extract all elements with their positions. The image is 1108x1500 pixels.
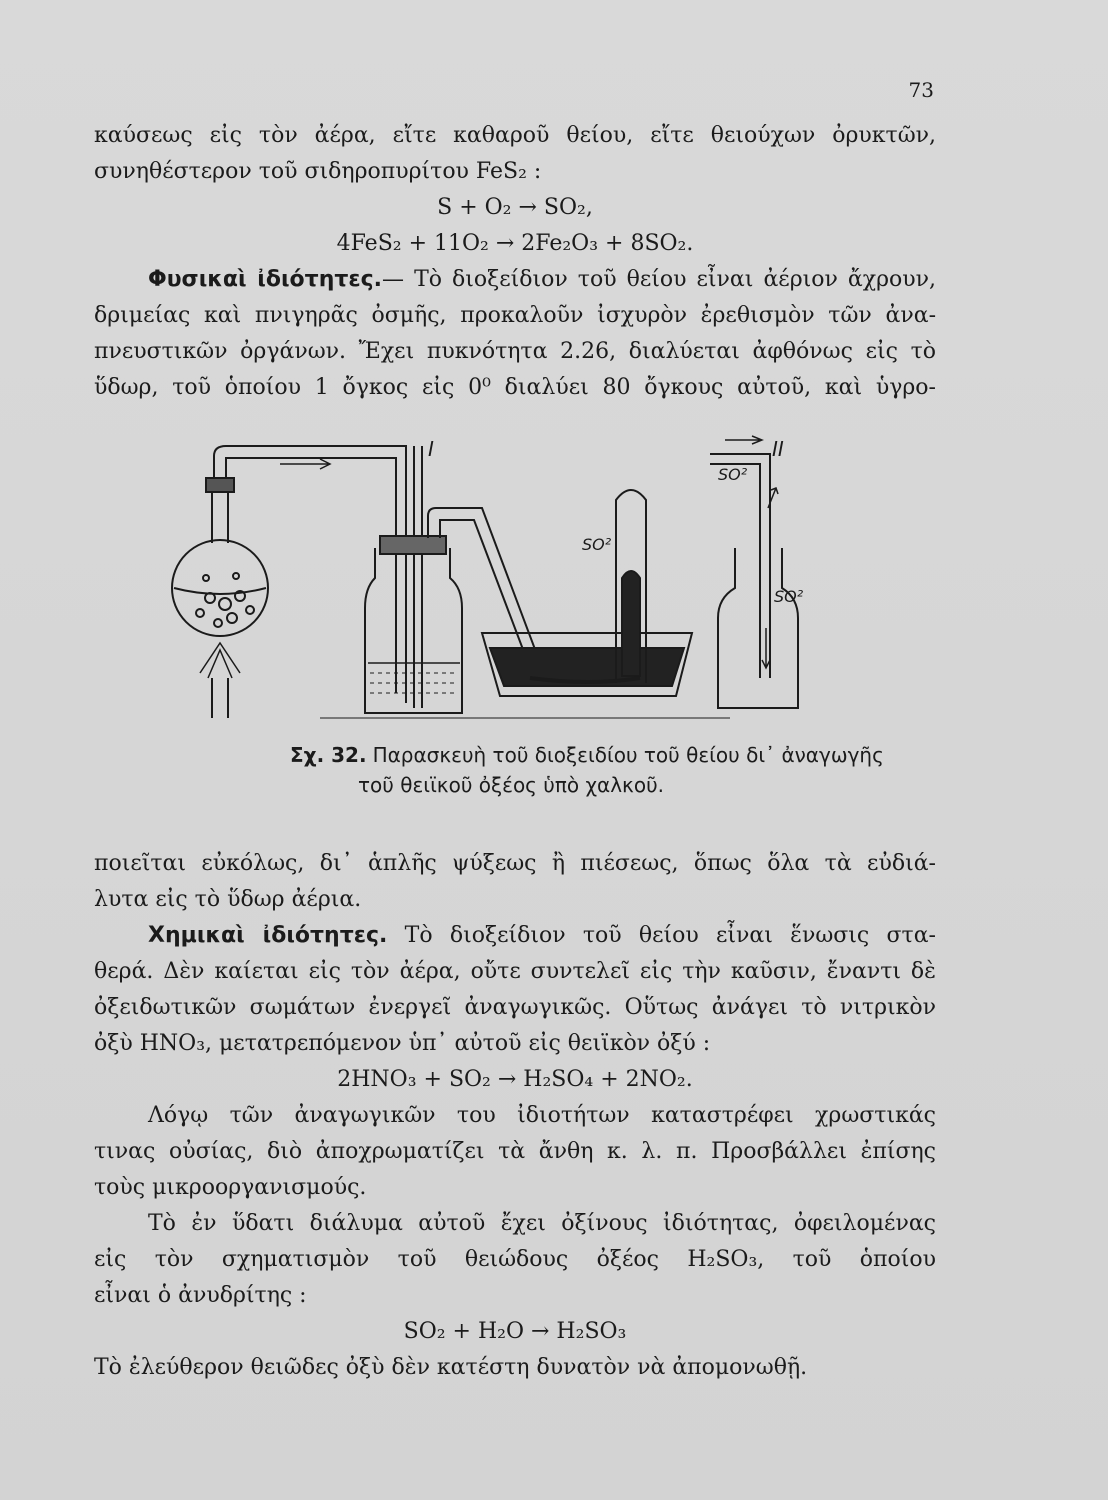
text-line: Τὸ ἐν ὕδατι διάλυμα αὐτοῦ ἔχει ὀξίνους ἰδιότητας, ὀφειλομένας xyxy=(148,1211,936,1236)
chemical-properties-heading: Χημικαὶ ἰδιότητες. xyxy=(148,923,388,948)
equation-sulfur-combustion: S + O₂ → SO₂, xyxy=(437,195,593,220)
collecting-bottle xyxy=(718,548,798,708)
physical-properties-line xyxy=(94,262,936,298)
text-line: ὀξὺ HNO₃, μετατρεπόμενον ὑπ᾽ αὐτοῦ εἰς θειϊκὸν ὀξύ : xyxy=(94,1031,711,1056)
text-line: Τὸ ἐλεύθερον θειῶδες ὀξὺ δὲν κατέστη δυνατὸν νὰ ἀπομονωθῇ. xyxy=(94,1355,808,1380)
apparatus-figure xyxy=(170,428,960,728)
caption-line-2: τοῦ θειϊκοῦ ὀξέος ὑπὸ χαλκοῦ. xyxy=(358,773,665,797)
text-line: θερά. Δὲν καίεται εἰς τὸν ἀέρα, οὔτε συντελεῖ εἰς τὴν καῦσιν, ἔναντι δὲ xyxy=(94,959,936,984)
apparatus-drawing xyxy=(170,428,960,728)
caption-label: Σχ. 32. xyxy=(290,743,367,767)
page-number: 73 xyxy=(908,78,934,102)
text-line: δριμείας καὶ πνιγηρᾶς ὀσμῆς, προκαλοῦν ἰσχυρὸν ἐρεθισμὸν τῶν ἀνα- xyxy=(94,303,936,328)
text-line: τινας οὐσίας, διὸ ἀποχρωματίζει τὰ ἄνθη κ. λ. π. Προσβάλλει ἐπίσης xyxy=(94,1139,936,1164)
equation-pyrite-roasting: 4FeS₂ + 11O₂ → 2Fe₂O₃ + 8SO₂. xyxy=(336,231,694,256)
tube-2-label: II xyxy=(772,437,784,461)
bottom-text-block xyxy=(94,846,936,1386)
gas-label-middle: SO² xyxy=(582,535,612,554)
text-line: πνευστικῶν ὀργάνων. Ἔχει πυκνότητα 2.26, διαλύεται ἀφθόνως εἰς τὸ xyxy=(94,339,936,364)
text-line: ὀξειδωτικῶν σωμάτων ἐνεργεῖ ἀναγωγικῶς. Οὕτως ἀνάγει τὸ νιτρικὸν xyxy=(94,995,936,1020)
figure-caption xyxy=(290,740,884,800)
round-flask xyxy=(172,540,268,636)
gas-label-right: SO² xyxy=(774,587,804,606)
equation-nitric-reduction: 2HNO₃ + SO₂ → H₂SO₄ + 2NO₂. xyxy=(337,1067,693,1092)
text-line: καύσεως εἰς τὸν ἀέρα, εἴτε καθαροῦ θείου, εἴτε θειούχων ὀρυκτῶν, xyxy=(94,123,936,148)
text-line: Λόγῳ τῶν ἀναγωγικῶν του ἰδιοτήτων καταστρέφει χρωστικάς xyxy=(148,1103,936,1128)
text-line: — Τὸ διοξείδιον τοῦ θείου εἶναι ἀέριον ἄχρουν, xyxy=(382,267,937,292)
tube-1-label: I xyxy=(428,437,434,461)
chemical-properties-line xyxy=(94,918,936,954)
text-line: συνηθέστερον τοῦ σιδηροπυρίτου FeS₂ : xyxy=(94,159,542,184)
text-line: τοὺς μικροοργανισμούς. xyxy=(94,1175,367,1200)
text-line: ποιεῖται εὐκόλως, δι᾽ ἁπλῆς ψύξεως ἢ πιέσεως, ὅπως ὅλα τὰ εὐδιά- xyxy=(94,851,936,876)
top-text-block xyxy=(94,118,936,406)
text-line: ὕδωρ, τοῦ ὁποίου 1 ὄγκος εἰς 0⁰ διαλύει 80 ὄγκους αὐτοῦ, καὶ ὑγρο- xyxy=(94,375,936,400)
text-line: εἰς τὸν σχηματισμὸν τοῦ θειώδους ὀξέος H₂SO₃, τοῦ ὁποίου xyxy=(94,1247,936,1272)
equation-sulfurous-acid: SO₂ + H₂O → H₂SO₃ xyxy=(403,1319,627,1344)
gas-label-top: SO² xyxy=(718,465,748,484)
text-line: εἶναι ὁ ἀνυδρίτης : xyxy=(94,1283,307,1308)
text-line: Τὸ διοξείδιον τοῦ θείου εἶναι ἕνωσις στα- xyxy=(404,923,936,948)
physical-properties-heading: Φυσικαὶ ἰδιότητες. xyxy=(148,267,383,292)
caption-line-1: Παρασκευὴ τοῦ διοξειδίου τοῦ θείου δι᾽ ἀναγωγῆς xyxy=(372,743,884,767)
text-line: λυτα εἰς τὸ ὕδωρ ἀέρια. xyxy=(94,887,362,912)
